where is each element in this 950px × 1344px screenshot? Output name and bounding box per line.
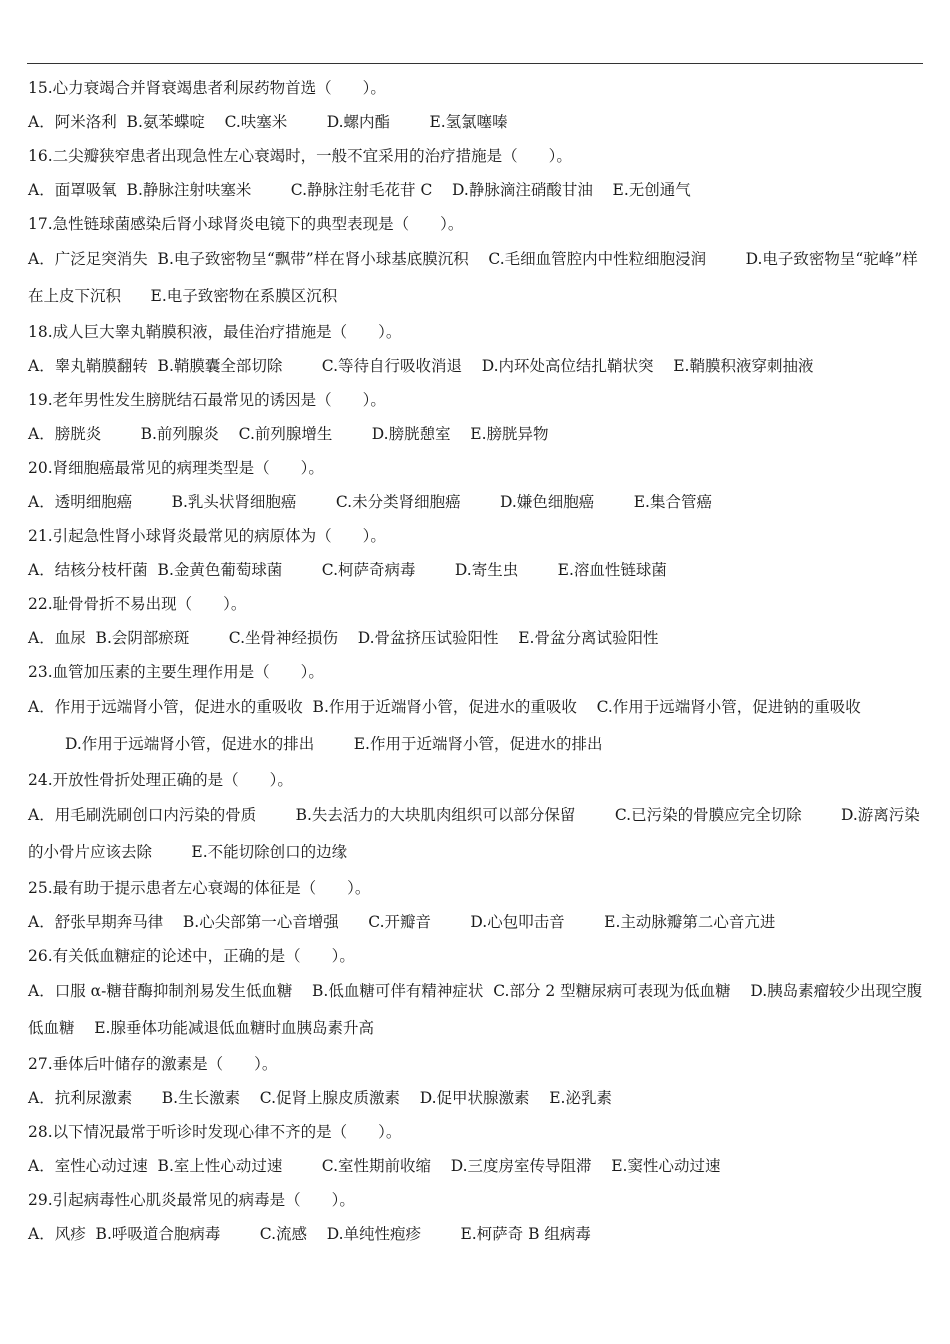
question-stem: 28.以下情况最常于听诊时发现心律不齐的是（ ）。 — [28, 1123, 402, 1141]
question-26 — [28, 939, 923, 1047]
question-29 — [28, 1183, 923, 1251]
question-stem: 19.老年男性发生膀胱结石最常见的诱因是（ ）。 — [28, 391, 386, 409]
question-stem: 23.血管加压素的主要生理作用是（ ）。 — [28, 663, 324, 681]
question-stem: 27.垂体后叶储存的激素是（ ）。 — [28, 1055, 278, 1073]
question-options: A．血尿 B.会阴部瘀斑 C.坐骨神经损伤 D.骨盆挤压试验阳性 E.骨盆分离试验阳性 — [28, 629, 659, 647]
question-stem: 25.最有助于提示患者左心衰竭的体征是（ ）。 — [28, 879, 371, 897]
question-options-continued: D.作用于远端肾小管，促进水的排出 E.作用于近端肾小管，促进水的排出 — [65, 735, 603, 753]
question-options: A．阿米洛利 B.氨苯蝶啶 C.呋塞米 D.螺内酯 E.氢氯噻嗪 — [28, 113, 508, 131]
question-stem: 21.引起急性肾小球肾炎最常见的病原体为（ ）。 — [28, 527, 386, 545]
question-18 — [28, 315, 923, 383]
question-16 — [28, 139, 923, 207]
question-stem: 29.引起病毒性心肌炎最常见的病毒是（ ）。 — [28, 1191, 355, 1209]
question-options: A．作用于远端肾小管，促进水的重吸收 B.作用于近端肾小管，促进水的重吸收 C.作用于远端肾小管，促进钠的重吸收 — [28, 698, 861, 716]
question-27 — [28, 1047, 923, 1115]
question-19 — [28, 383, 923, 451]
question-options: A．舒张早期奔马律 B.心尖部第一心音增强 C.开瓣音 D.心包叩击音 E.主动脉瓣第二心音亢进 — [28, 913, 776, 931]
question-22 — [28, 587, 923, 655]
question-options: A．抗利尿激素 B.生长激素 C.促肾上腺皮质激素 D.促甲状腺激素 E.泌乳素 — [28, 1089, 612, 1107]
question-23 — [28, 655, 923, 763]
question-17 — [28, 207, 923, 315]
question-options: A．睾丸鞘膜翻转 B.鞘膜囊全部切除 C.等待自行吸收消退 D.内环处高位结扎鞘状突 E.鞘膜积液穿刺抽液 — [28, 357, 814, 375]
question-25 — [28, 871, 923, 939]
question-options: A．透明细胞癌 B.乳头状肾细胞癌 C.未分类肾细胞癌 D.嫌色细胞癌 E.集合管癌 — [28, 493, 712, 511]
question-options: A．膀胱炎 B.前列腺炎 C.前列腺增生 D.膀胱憩室 E.膀胱异物 — [28, 425, 549, 443]
question-options: A．面罩吸氧 B.静脉注射呋塞米 C.静脉注射毛花苷 C D.静脉滴注硝酸甘油 E.无创通气 — [28, 181, 691, 199]
question-options: A．用毛刷洗刷创口内污染的骨质 B.失去活力的大块肌肉组织可以部分保留 C.已污染的骨膜应完全切除 D.游离污染的小骨片应该去除 E.不能切除创口的边缘 — [28, 806, 920, 861]
question-stem: 20.肾细胞癌最常见的病理类型是（ ）。 — [28, 459, 324, 477]
question-stem: 22.耻骨骨折不易出现（ ）。 — [28, 595, 247, 613]
question-options: A．结核分枝杆菌 B.金黄色葡萄球菌 C.柯萨奇病毒 D.寄生虫 E.溶血性链球菌 — [28, 561, 667, 579]
question-options: A．风疹 B.呼吸道合胞病毒 C.流感 D.单纯性疱疹 E.柯萨奇 B 组病毒 — [28, 1225, 591, 1243]
question-options: A．室性心动过速 B.室上性心动过速 C.室性期前收缩 D.三度房室传导阻滞 E.窦性心动过速 — [28, 1157, 721, 1175]
question-stem: 16.二尖瓣狭窄患者出现急性左心衰竭时，一般不宜采用的治疗措施是（ ）。 — [28, 147, 572, 165]
question-stem: 26.有关低血糖症的论述中，正确的是（ ）。 — [28, 947, 355, 965]
question-24 — [28, 763, 923, 871]
question-stem: 15.心力衰竭合并肾衰竭患者利尿药物首选（ ）。 — [28, 79, 386, 97]
question-28 — [28, 1115, 923, 1183]
question-15 — [28, 71, 923, 139]
question-stem: 17.急性链球菌感染后肾小球肾炎电镜下的典型表现是（ ）。 — [28, 215, 464, 233]
question-21 — [28, 519, 923, 587]
question-20 — [28, 451, 923, 519]
question-options: A．广泛足突消失 B.电子致密物呈“飘带”样在肾小球基底膜沉积 C.毛细血管腔内中性粒细胞浸润 D.电子致密物呈“驼峰”样在上皮下沉积 E.电子致密物在系膜区沉积 — [28, 250, 918, 305]
header-rule — [27, 63, 923, 64]
question-options: A．口服 α-糖苷酶抑制剂易发生低血糖 B.低血糖可伴有精神症状 C.部分 2 型糖尿病可表现为低血糖 D.胰岛素瘤较少出现空腹低血糖 E.腺垂体功能减退低血糖时血胰岛素升高 — [28, 982, 923, 1037]
question-list — [28, 71, 923, 1251]
question-stem: 24.开放性骨折处理正确的是（ ）。 — [28, 771, 293, 789]
question-stem: 18.成人巨大睾丸鞘膜积液，最佳治疗措施是（ ）。 — [28, 323, 402, 341]
